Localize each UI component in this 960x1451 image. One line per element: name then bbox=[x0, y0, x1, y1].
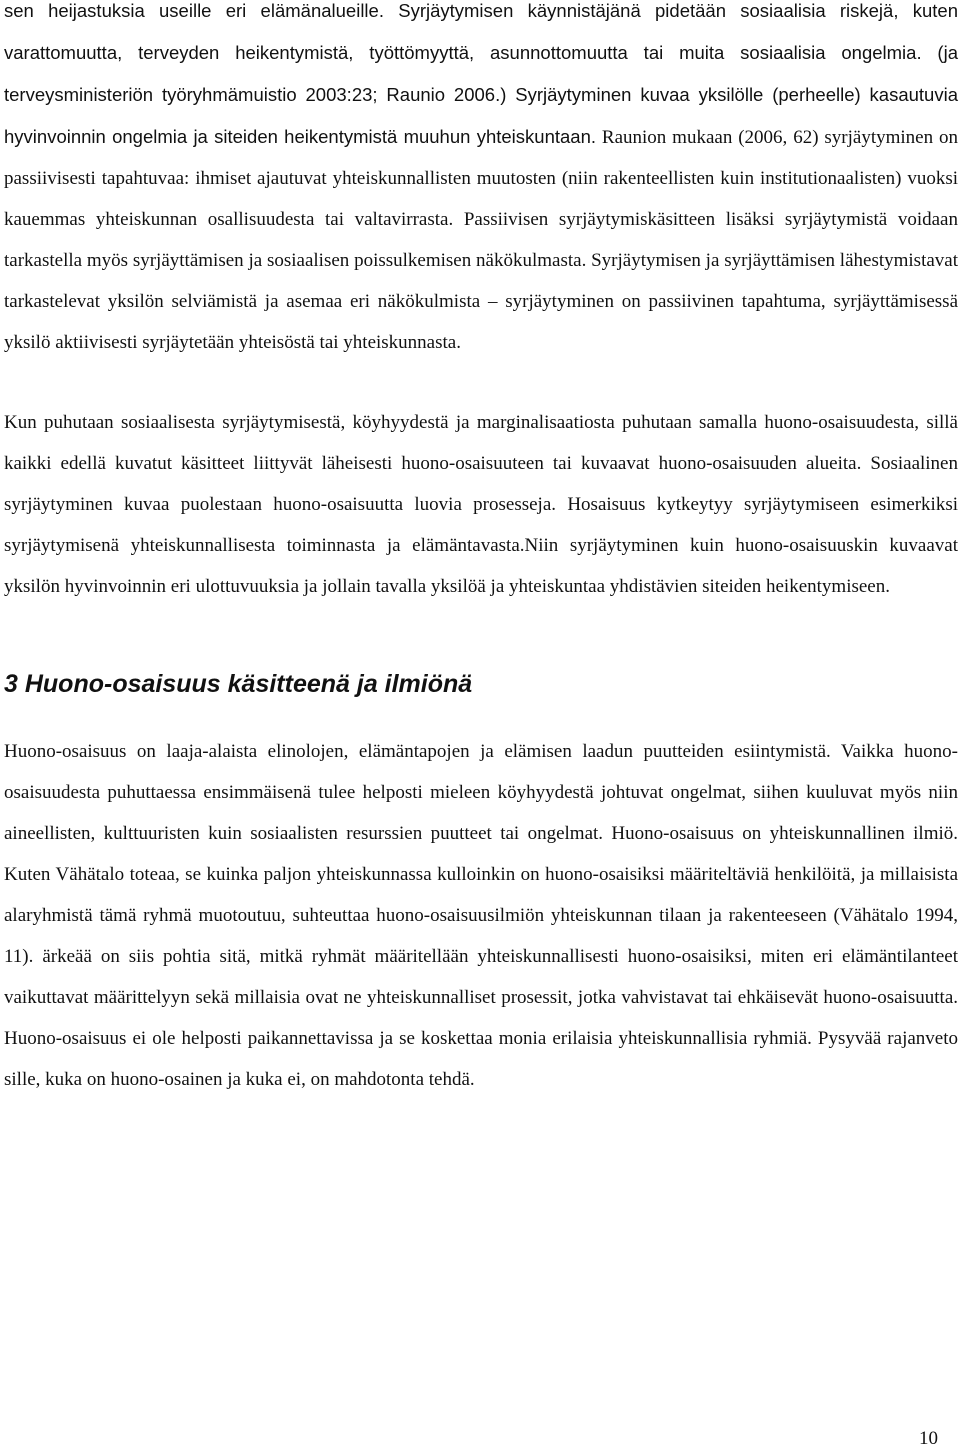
paragraph-sans-segment: sen heijastuksia useille eri elämänalueille. Syrjäytymisen käynnistäjänä pidetään sosiaalisia riskejä, kuten varattomuutta, terveyden heikentymistä, työttömyyttä, asunnottomuutta tai muita sosiaalisia ongelmia. (ja terveysministeriön työryhmämuistio 2003:23; Raunio 2006.) Syrjäytyminen kuvaa yksilölle (perheelle) kasautuvia hyvinvoinnin ongelmia ja siteiden heikentymistä muuhun yhteiskuntaan. bbox=[4, 0, 958, 147]
page-number: 10 bbox=[919, 1428, 938, 1449]
paragraph-syrjaytyminen bbox=[4, 0, 958, 363]
paragraph-serif-segment: Raunion mukaan (2006, 62) syrjäytyminen on passiivisesti tapahtuvaa: ihmiset ajautuvat yhteiskunnallisten muutosten (niin rakenteellisten kuin institutionaalisten) vuoksi kauemmas yhteiskunnan osallisuudesta tai valtavirrasta. bbox=[4, 127, 959, 230]
paragraph-huono-osaisuus-intro: Kun puhutaan sosiaalisesta syrjäytymisestä, köyhyydestä ja marginalisaatiosta puhutaan samalla huono-osaisuudesta, sillä kaikki edellä kuvatut käsitteet liittyvät läheisesti huono-osaisuuteen tai kuvaavat huono-osaisuuden alueita. Sosiaalinen syrjäytyminen kuvaa puolestaan huono-osaisuutta luovia prosesseja. Hosaisuus kytkeytyy syrjäytymiseen esimerkiksi syrjäytymisenä yhteiskunnallisesta toiminnasta ja elämäntavasta.Niin syrjäytyminen kuin huono-osaisuuskin kuvaavat yksilön hyvinvoinnin eri ulottuvuuksia ja jollain tavalla yksilöä ja yhteiskuntaa yhdistävien siteiden heikentymiseen. bbox=[4, 412, 958, 597]
document-page bbox=[4, 0, 958, 1100]
paragraph-huono-osaisuus-definition: Huono-osaisuus on laaja-alaista elinolojen, elämäntapojen ja elämisen laadun puutteiden esiintymistä. Vaikka huono-osaisuudesta puhuttaessa ensimmäisenä tulee helposti mieleen köyhyydestä johtuvat ongelmat, siihen kuuluvat myös niin aineellisten, kulttuuristen kuin sosiaalisten resurssien puutteet tai ongelmat. Huono-osaisuus on yhteiskunnallinen ilmiö. Kuten Vähätalo toteaa, se kuinka paljon yhteiskunnassa kulloinkin on huono-osaisiksi määriteltäviä henkilöitä, ja millaisista alaryhmistä tämä ryhmä muotoutuu, suhteuttaa huono-osaisuusilmiön yhteiskunnan tilaan ja rakenteeseen (Vähätalo 1994, 11). ärkeää on siis pohtia sitä, mitkä ryhmät määritellään yhteiskunnallisesti huono-osaisiksi, miten eri elämäntilanteet vaikuttavat määrittelyyn sekä millaisia ovat ne yhteiskunnalliset prosessit, jotka vahvistavat tai ehkäisevät huono-osaisuutta. Huono-osaisuus ei ole helposti paikannettavissa ja se koskettaa monia erilaisia yhteiskunnallisia ryhmiä. Pysyvää rajanveto sille, kuka on huono-osainen ja kuka ei, on mahdotonta tehdä. bbox=[4, 741, 958, 1090]
paragraph-serif-segment-2: Passiivisen syrjäytymiskäsitteen lisäksi syrjäytymistä voidaan tarkastella myös syrjäyttämisen ja sosiaalisen poissulkemisen näkökulmasta. Syrjäytymisen ja syrjäyttämisen lähestymistavat tarkastelevat yksilön selviämistä ja asemaa eri näkökulmista – syrjäytyminen on passiivinen tapahtuma, syrjäyttämisessä yksilö aktiivisesti syrjäytetään yhteisöstä tai yhteiskunnasta. bbox=[4, 209, 958, 353]
section-heading: 3 Huono-osaisuus käsitteenä ja ilmiönä bbox=[4, 670, 473, 698]
